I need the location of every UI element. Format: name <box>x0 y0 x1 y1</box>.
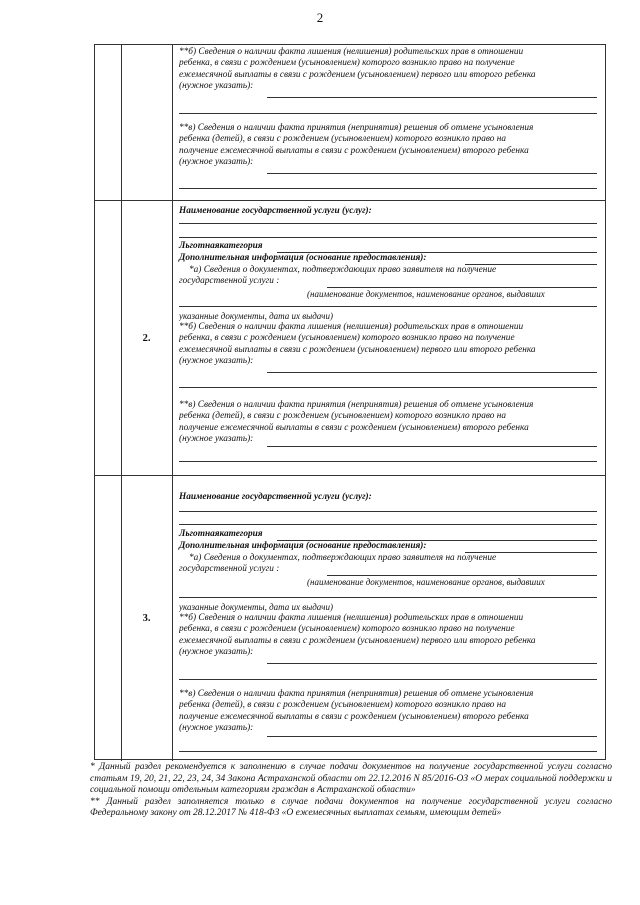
documents-caption: (наименование документов, наименование органов, выдавших <box>307 577 545 587</box>
fill-line <box>179 679 597 680</box>
documents-caption-2: указанные документы, дата их выдачи) <box>179 311 333 321</box>
table-row <box>95 476 605 761</box>
table-row <box>95 201 605 476</box>
documents-caption: (наименование документов, наименование органов, выдавших <box>307 289 545 299</box>
row-content <box>179 45 601 200</box>
row-content <box>179 201 601 475</box>
fill-line <box>179 237 597 238</box>
services-table <box>94 44 606 760</box>
table-row <box>95 45 605 201</box>
fill-line <box>179 306 597 307</box>
row-number <box>121 45 173 200</box>
additional-info-label: Дополнительная информация (основание предоставления): <box>179 541 427 551</box>
item-v: **в) Сведения о наличии факта принятия (непринятия) решения об отмене усыновления ребенка (детей), в связи с рождением (усыновлением) которого возникло право на получение ежемесячной выплаты в связи с рождением (усыновлением) второго ребенка (нужное указать): <box>179 123 534 167</box>
fill-line <box>327 287 597 288</box>
additional-info-label: Дополнительная информация (основание предоставления): <box>179 253 427 263</box>
fill-line <box>267 173 597 174</box>
row-number: 3. <box>121 476 173 761</box>
item-a: *а) Сведения о документах, подтверждающих право заявителя на получение государственной услуги : <box>179 265 497 287</box>
footnotes <box>90 762 612 820</box>
fill-line <box>179 461 597 462</box>
item-b: **б) Сведения о наличии факта лишения (нелишения) родительских прав в отношении ребенка, в связи с рождением (усыновлением) которого возникло право на получение ежемесячной выплаты в связи с рождением (усыновлением) первого или второго ребенка (нужное указать): <box>179 322 536 366</box>
service-label: Наименование государственной услуги (услуг): <box>179 492 372 502</box>
fill-line <box>179 597 597 598</box>
fill-line <box>327 575 597 576</box>
item-v: **в) Сведения о наличии факта принятия (непринятия) решения об отмене усыновления ребенка (детей), в связи с рождением (усыновлением) которого возникло право на получение ежемесячной выплаты в связи с рождением (усыновлением) второго ребенка (нужное указать): <box>179 689 534 733</box>
fill-line <box>179 511 597 512</box>
fill-line <box>267 663 597 664</box>
item-a: *а) Сведения о документах, подтверждающих право заявителя на получение государственной услуги : <box>179 553 497 575</box>
fill-line <box>179 751 597 752</box>
footnote-2: ** Данный раздел заполняется только в случае подачи документов на получение государственной услуги согласно Федеральному закону от 28.12.2017 № 418-ФЗ «О ежемесячных выплатах семьям, имеющим детей» <box>90 796 612 819</box>
page-number: 2 <box>316 10 324 25</box>
fill-line <box>179 524 597 525</box>
fill-line <box>267 736 597 737</box>
row-number: 2. <box>121 201 173 475</box>
item-v: **в) Сведения о наличии факта принятия (непринятия) решения об отмене усыновления ребенка (детей), в связи с рождением (усыновлением) которого возникло право на получение ежемесячной выплаты в связи с рождением (усыновлением) второго ребенка (нужное указать): <box>179 400 534 444</box>
fill-line <box>179 387 597 388</box>
fill-line <box>179 113 597 114</box>
category-label: Льготнаякатегория <box>179 241 263 251</box>
service-label: Наименование государственной услуги (услуг): <box>179 206 372 216</box>
fill-line <box>267 372 597 373</box>
item-b: **б) Сведения о наличии факта лишения (нелишения) родительских прав в отношении ребенка, в связи с рождением (усыновлением) которого возникло право на получение ежемесячной выплаты в связи с рождением (усыновлением) первого или второго ребенка (нужное указать): <box>179 613 536 657</box>
fill-line <box>267 446 597 447</box>
fill-line <box>179 223 597 224</box>
documents-caption-2: указанные документы, дата их выдачи) <box>179 602 333 612</box>
category-label: Льготнаякатегория <box>179 529 263 539</box>
item-b: **б) Сведения о наличии факта лишения (нелишения) родительских прав в отношении ребенка, в связи с рождением (усыновлением) которого возникло право на получение ежемесячной выплаты в связи с рождением (усыновлением) первого или второго ребенка (нужное указать): <box>179 47 536 91</box>
fill-line <box>267 97 597 98</box>
row-content <box>179 476 601 761</box>
footnote-1: * Данный раздел рекомендуется к заполнению в случае подачи документов на получение государственной услуги согласно статьям 19, 20, 21, 22, 23, 24, 34 Закона Астраханской области от 22.12.2016 N 85/2016-ОЗ «О мерах социальной поддержки и социальной помощи отдельным категориям граждан в Астраханской области» <box>90 762 612 796</box>
fill-line <box>179 188 597 189</box>
